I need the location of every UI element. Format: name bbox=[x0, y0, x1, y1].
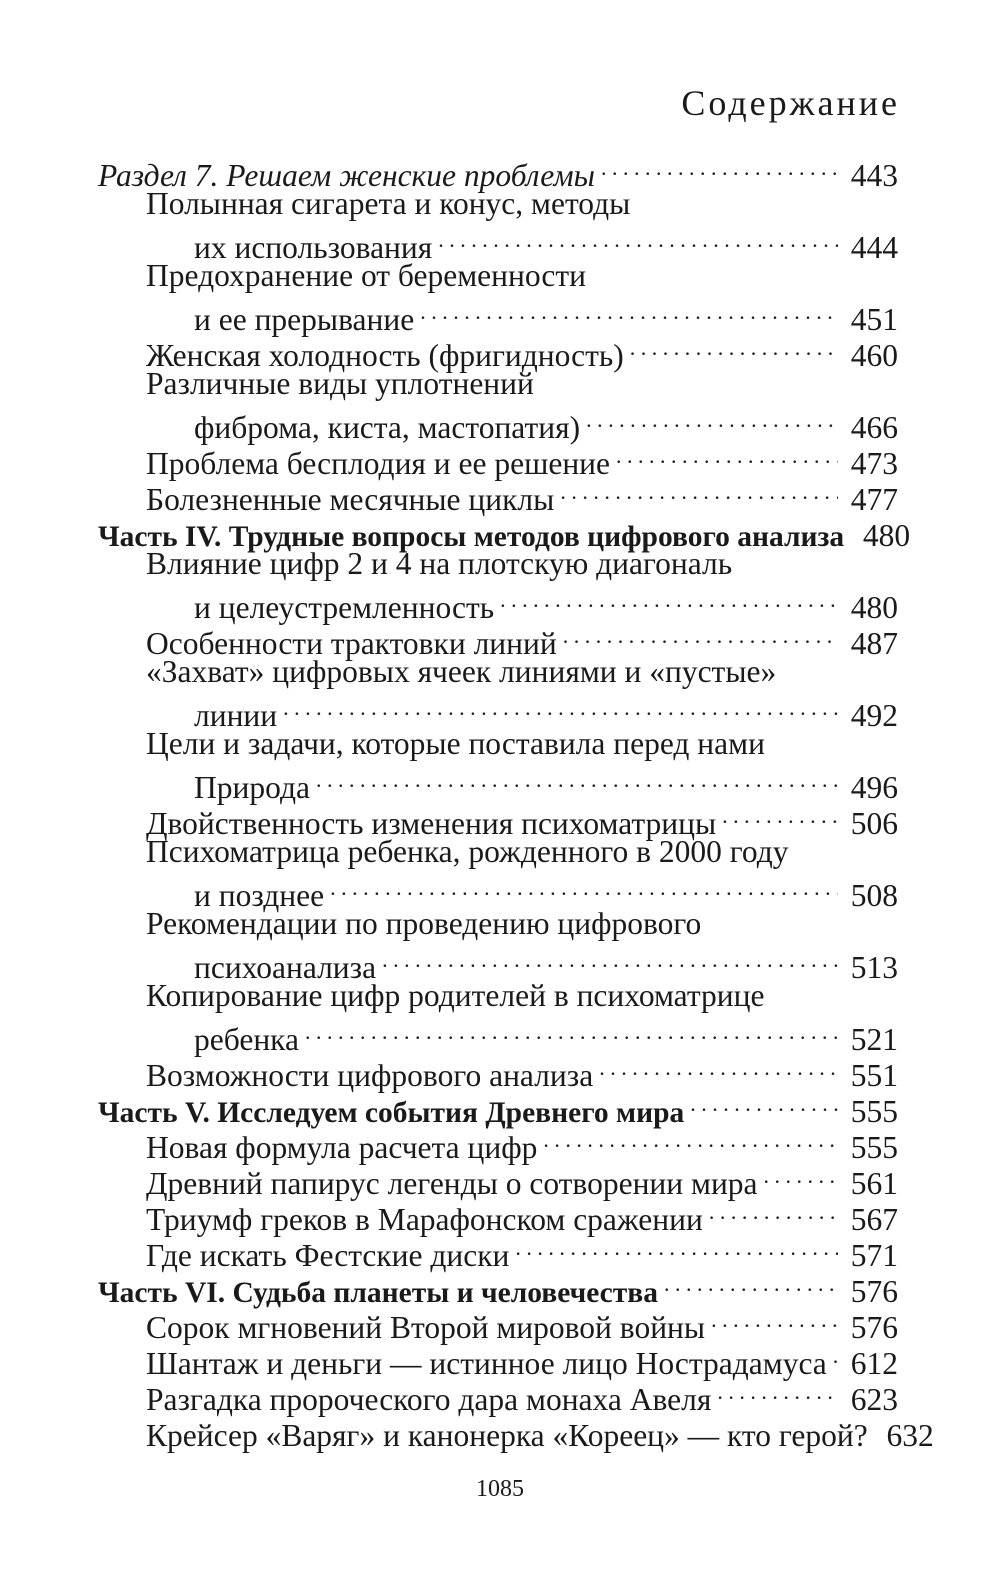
toc-line bbox=[98, 870, 898, 913]
running-header: Содержание bbox=[681, 83, 900, 123]
toc-entry-title: Шантаж и деньги — истинное лицо Нострадамуса bbox=[146, 1346, 827, 1381]
toc-entry bbox=[98, 186, 898, 265]
toc-line bbox=[98, 222, 898, 265]
toc-line bbox=[98, 942, 898, 985]
dot-leader bbox=[690, 1086, 838, 1122]
dot-leader bbox=[316, 762, 838, 798]
toc-page-number: 513 bbox=[850, 950, 898, 985]
toc-line bbox=[98, 726, 898, 762]
toc-line bbox=[98, 906, 898, 942]
dot-leader bbox=[711, 1302, 838, 1338]
toc-page-number: 623 bbox=[850, 1382, 898, 1417]
toc-page-number: 567 bbox=[850, 1202, 898, 1237]
toc-entry bbox=[98, 258, 898, 337]
toc-entry-title: Возможности цифрового анализа bbox=[146, 1058, 594, 1093]
dot-leader bbox=[515, 1230, 838, 1266]
toc-entry-title: Разгадка пророческого дара монаха Авеля bbox=[146, 1382, 712, 1417]
toc-line bbox=[98, 762, 898, 805]
toc-page-number: 632 bbox=[886, 1418, 934, 1453]
toc-entry bbox=[98, 834, 898, 913]
dot-leader bbox=[382, 942, 838, 978]
toc-entry-title: Женская холодность (фригидность) bbox=[146, 338, 624, 373]
toc-line bbox=[98, 258, 898, 294]
toc-page-number: 487 bbox=[850, 626, 898, 661]
toc-page-number: 612 bbox=[850, 1346, 898, 1381]
toc-entry bbox=[98, 978, 898, 1057]
toc-line bbox=[98, 834, 898, 870]
toc-page-number: 555 bbox=[850, 1130, 898, 1165]
toc-page-number: 444 bbox=[850, 230, 898, 265]
dot-leader bbox=[599, 1050, 838, 1086]
toc-page-number: 477 bbox=[850, 482, 898, 517]
dot-leader bbox=[283, 690, 838, 726]
toc-page-number: 521 bbox=[850, 1022, 898, 1057]
toc-entry-title: Крейсер «Варяг» и канонерка «Кореец» — кто герой? bbox=[146, 1418, 868, 1453]
toc-page-number: 492 bbox=[850, 698, 898, 733]
toc-page-number: 551 bbox=[850, 1058, 898, 1093]
toc-page-number: 576 bbox=[850, 1310, 898, 1345]
toc-line bbox=[98, 582, 898, 625]
toc-line bbox=[98, 1014, 898, 1057]
toc-entry-title: их использования bbox=[194, 230, 433, 265]
toc-entry-title: Рекомендации по проведению цифрового bbox=[146, 906, 702, 941]
toc-line bbox=[98, 294, 898, 337]
dot-leader bbox=[601, 150, 838, 186]
toc-entry bbox=[98, 546, 898, 625]
toc-entry-title: Цели и задачи, которые поставила перед нами bbox=[146, 726, 765, 761]
toc-line bbox=[98, 654, 898, 690]
toc-entry-title: Древний папирус легенды о сотворении мира bbox=[146, 1166, 758, 1201]
toc-line bbox=[98, 402, 898, 445]
toc-line bbox=[98, 978, 898, 1014]
dot-leader bbox=[630, 330, 838, 366]
toc-entry bbox=[98, 654, 898, 733]
toc-entry-title: линии bbox=[194, 698, 278, 733]
toc-entry bbox=[98, 906, 898, 985]
dot-leader bbox=[616, 438, 838, 474]
toc-page-number: 506 bbox=[850, 806, 898, 841]
dot-leader bbox=[563, 618, 838, 654]
toc-entry-title: ребенка bbox=[194, 1022, 299, 1057]
toc-entry-title: Сорок мгновений Второй мировой войны bbox=[146, 1310, 706, 1345]
toc-entry-title: Психоматрица ребенка, рожденного в 2000 году bbox=[146, 834, 789, 869]
dot-leader bbox=[664, 1266, 838, 1302]
toc-entry-title: Часть IV. Трудные вопросы методов цифрового анализа bbox=[98, 521, 845, 553]
toc-page-number: 508 bbox=[850, 878, 898, 913]
toc-entry bbox=[98, 366, 898, 445]
page-number: 1085 bbox=[476, 1476, 524, 1502]
toc-entry-title: «Захват» цифровых ячеек линиями и «пустые» bbox=[146, 654, 777, 689]
toc-page-number: 561 bbox=[850, 1166, 898, 1201]
toc-line bbox=[98, 690, 898, 733]
toc-entry-title: и целеустремленность bbox=[194, 590, 495, 625]
dot-leader bbox=[709, 1194, 838, 1230]
toc-entry-title: Раздел 7. Решаем женские проблемы bbox=[98, 158, 595, 193]
dot-leader bbox=[420, 294, 838, 330]
toc-page-number: 451 bbox=[850, 302, 898, 337]
toc-line bbox=[98, 150, 898, 193]
dot-leader bbox=[764, 1158, 838, 1194]
toc-entry-title: Новая формула расчета цифр bbox=[146, 1130, 538, 1165]
toc-page-number: 466 bbox=[850, 410, 898, 445]
dot-leader bbox=[586, 402, 838, 438]
toc-entry-title: Предохранение от беременности bbox=[146, 258, 587, 293]
toc-page-number: 571 bbox=[850, 1238, 898, 1273]
table-of-contents bbox=[98, 150, 934, 1453]
toc-entry-title: Часть VI. Судьба планеты и человечества bbox=[98, 1277, 658, 1309]
toc-page-number: 443 bbox=[850, 158, 898, 193]
toc-entry-title: Проблема бесплодия и ее решение bbox=[146, 446, 611, 481]
toc-entry-title: Влияние цифр 2 и 4 на плотскую диагональ bbox=[146, 546, 733, 581]
dot-leader bbox=[717, 1374, 838, 1410]
dot-leader bbox=[543, 1122, 838, 1158]
toc-entry bbox=[98, 726, 898, 805]
dot-leader bbox=[330, 870, 838, 906]
toc-entry-title: Копирование цифр родителей в психоматрице bbox=[146, 978, 765, 1013]
toc-entry-title: Природа bbox=[194, 770, 310, 805]
toc-entry-title: Полынная сигарета и конус, методы bbox=[146, 186, 631, 221]
toc-entry-title: психоанализа bbox=[194, 950, 377, 985]
toc-entry-title: Триумф греков в Марафонском сражении bbox=[146, 1202, 703, 1237]
toc-section-entry bbox=[98, 150, 898, 193]
toc-page-number: 555 bbox=[850, 1094, 898, 1129]
dot-leader bbox=[500, 582, 838, 618]
toc-line bbox=[98, 186, 898, 222]
dot-leader bbox=[833, 1338, 838, 1374]
dot-leader bbox=[722, 798, 838, 834]
dot-leader bbox=[305, 1014, 838, 1050]
toc-entry-title: Часть V. Исследуем события Древнего мира bbox=[98, 1097, 685, 1129]
toc-entry-title: фиброма, киста, мастопатия) bbox=[194, 410, 581, 445]
dot-leader bbox=[438, 222, 838, 258]
toc-entry-title: Болезненные месячные циклы bbox=[146, 482, 555, 517]
toc-page-number: 460 bbox=[850, 338, 898, 373]
toc-page-number: 473 bbox=[850, 446, 898, 481]
toc-entry-title: Особенности трактовки линий bbox=[146, 626, 557, 661]
toc-entry-title: и ее прерывание bbox=[194, 302, 415, 337]
toc-entry-title: Различные виды уплотнений bbox=[146, 366, 534, 401]
toc-page-number: 576 bbox=[850, 1274, 898, 1309]
toc-page-number: 480 bbox=[850, 590, 898, 625]
toc-entry-title: и позднее bbox=[194, 878, 325, 913]
toc-entry-title: Где искать Фестские диски bbox=[146, 1238, 510, 1273]
toc-entry-title: Двойственность изменения психоматрицы bbox=[146, 806, 717, 841]
toc-page-number: 480 bbox=[862, 518, 911, 553]
dot-leader bbox=[560, 474, 838, 510]
toc-line bbox=[98, 366, 898, 402]
toc-page-number: 496 bbox=[850, 770, 898, 805]
